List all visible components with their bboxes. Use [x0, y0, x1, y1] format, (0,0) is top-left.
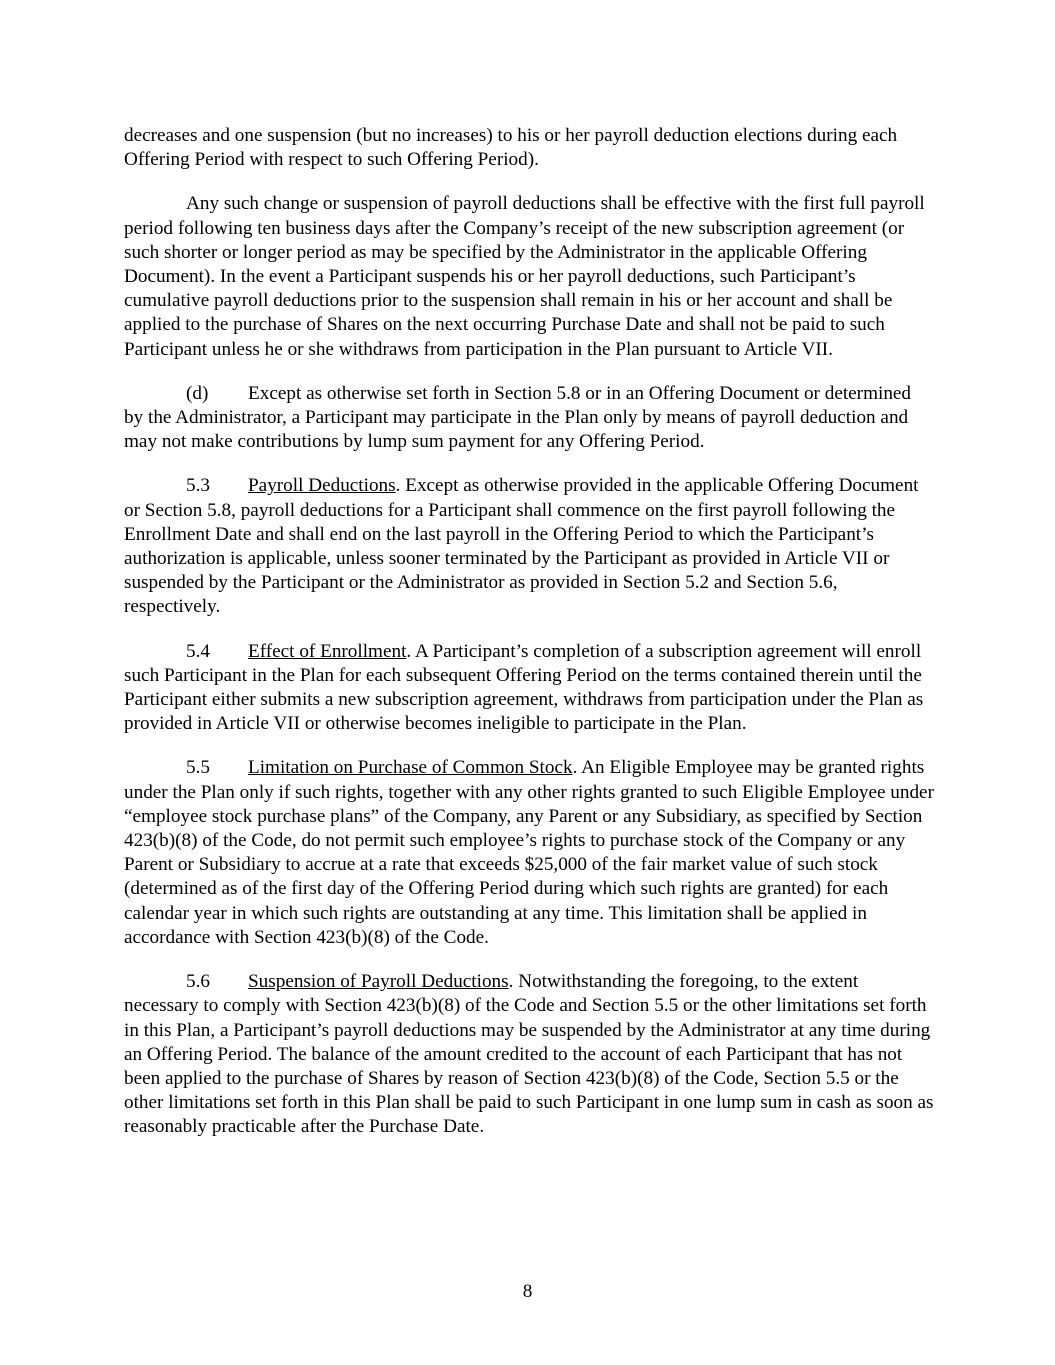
section-text: . An Eligible Employee may be granted rights under the Plan only if such rights, together with any other rights granted to such Eligible Employee under “employee stock purchase plans” of the Company, any Parent or any Subsidiary, as specified by Section 423(b)(8) of the Code, do not permit such employee’s rights to purchase stock of the Company or any Parent or Subsidiary to accrue at a rate that exceeds $25,000 of the fair market value of such stock (determined as of the first day of the Offering Period during which such rights are granted) for each calendar year in which such rights are outstanding at any time. This limitation shall be applied in accordance with Section 423(b)(8) of the Code. — [124, 757, 934, 948]
section-5-6 — [124, 970, 934, 1139]
section-number: 5.6 — [186, 971, 210, 993]
section-heading: Effect of Enrollment — [248, 640, 407, 662]
paragraph-change-or-suspension — [124, 192, 934, 361]
section-text: . A Participant’s completion of a subscription agreement will enroll such Participant in the Plan for each subsequent Offering Period on the terms contained therein until the Participant either submits a new subscription agreement, withdraws from participation under the Plan as provided in Article VII or otherwise becomes ineligible to participate in the Plan. — [124, 640, 924, 735]
section-text: . Except as otherwise provided in the applicable Offering Document or Section 5.8, payroll deductions for a Participant shall commence on the first payroll following the Enrollment Date and shall end on the last payroll in the Offering Period to which the Participant’s authorization is applicable, unless sooner terminated by the Participant as provided in Article VII or suspended by the Participant or the Administrator as provided in Section 5.2 and Section 5.6, respectively. — [124, 475, 919, 618]
paragraph-continuation — [124, 124, 934, 172]
section-number: 5.3 — [186, 475, 210, 497]
section-5-5 — [124, 756, 934, 950]
document-page — [124, 124, 934, 1160]
page-number: 8 — [522, 1281, 533, 1302]
section-number: 5.4 — [186, 640, 210, 662]
paragraph-text: decreases and one suspension (but no increases) to his or her payroll deduction elections during each Offering Period with respect to such Offering Period). — [124, 125, 898, 171]
section-text: . Notwithstanding the foregoing, to the extent necessary to comply with Section 423(b)(8) of the Code and Section 5.5 or the other limitations set forth in this Plan, a Participant’s payroll deductions may be suspended by the Administrator at any time during an Offering Period. The balance of the amount credited to the account of each Participant that has not been applied to the purchase of Shares by reason of Section 423(b)(8) of the Code, Section 5.5 or the other limitations set forth in this Plan shall be paid to such Participant in one lump sum in cash as soon as reasonably practicable after the Purchase Date. — [124, 971, 934, 1138]
paragraph-text: Except as otherwise set forth in Section 5.8 or in an Offering Document or determined by the Administrator, a Participant may participate in the Plan only by means of payroll deduction and may not make contributions by lump sum payment for any Offering Period. — [124, 382, 912, 453]
section-5-3 — [124, 474, 934, 619]
paragraph-d — [124, 382, 934, 455]
section-5-4 — [124, 640, 934, 737]
section-heading: Suspension of Payroll Deductions — [248, 971, 509, 993]
section-heading: Limitation on Purchase of Common Stock — [248, 757, 573, 779]
paragraph-text: Any such change or suspension of payroll deductions shall be effective with the first full payroll period following ten business days after the Company’s receipt of the new subscription agreement (or such shorter or longer period as may be specified by the Administrator in the applicable Offering Document). In the event a Participant suspends his or her payroll deductions, such Participant’s cumulative payroll deductions prior to the suspension shall remain in his or her account and shall be applied to the purchase of Shares on the next occurring Purchase Date and shall not be paid to such Participant unless he or she withdraws from participation in the Plan pursuant to Article VII. — [124, 193, 925, 360]
section-heading: Payroll Deductions — [248, 475, 396, 497]
paragraph-number: (d) — [186, 382, 209, 404]
section-number: 5.5 — [186, 757, 210, 779]
